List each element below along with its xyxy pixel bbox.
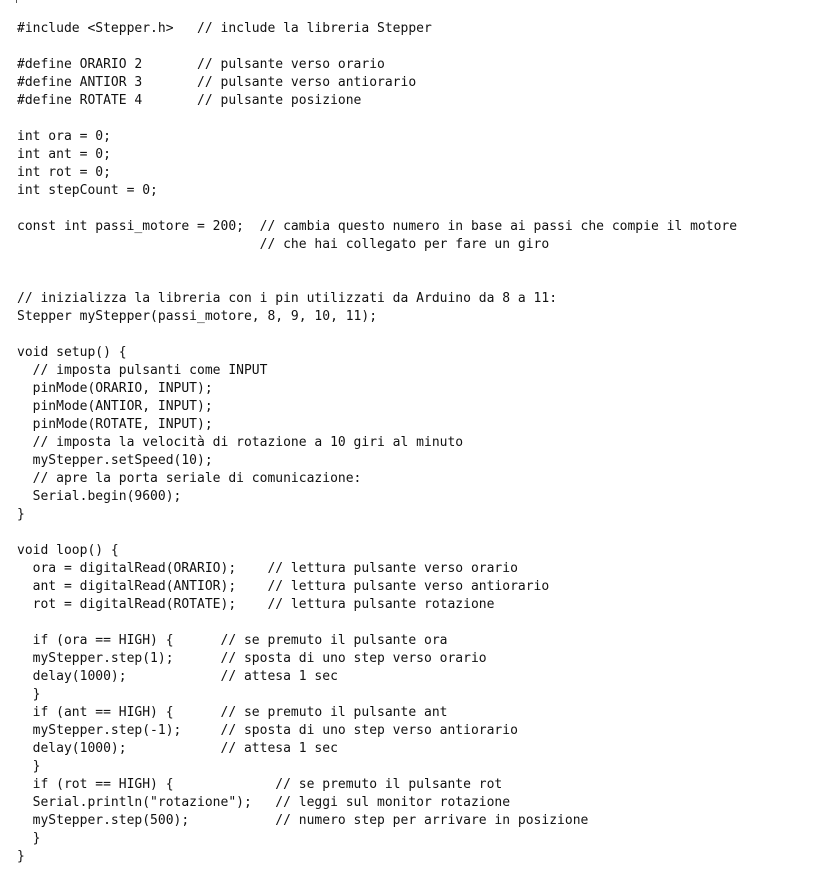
code-line: } bbox=[17, 831, 41, 846]
code-line: myStepper.step(500); // numero step per arrivare in posizione bbox=[17, 813, 589, 828]
code-line bbox=[17, 272, 737, 290]
code-line: // imposta la velocità di rotazione a 10 giri al minuto bbox=[17, 435, 464, 450]
code-line: myStepper.step(-1); // sposta di uno step verso antiorario bbox=[17, 723, 518, 738]
code-line: int ant = 0; bbox=[17, 147, 111, 162]
code-line: #include <Stepper.h> // include la libreria Stepper bbox=[17, 21, 432, 36]
code-line: if (ora == HIGH) { // se premuto il pulsante ora bbox=[17, 633, 448, 648]
code-line bbox=[17, 110, 737, 128]
code-line: // inizializza la libreria con i pin utilizzati da Arduino da 8 a 11: bbox=[17, 291, 558, 306]
code-line: delay(1000); // attesa 1 sec bbox=[17, 741, 338, 756]
code-line: #define ORARIO 2 // pulsante verso orario bbox=[17, 57, 385, 72]
code-line bbox=[17, 614, 737, 632]
code-line: Serial.begin(9600); bbox=[17, 489, 182, 504]
code-line: Stepper myStepper(passi_motore, 8, 9, 10, 11); bbox=[17, 309, 378, 324]
code-line: rot = digitalRead(ROTATE); // lettura pulsante rotazione bbox=[17, 597, 495, 612]
code-line: pinMode(ORARIO, INPUT); bbox=[17, 381, 213, 396]
code-line: // imposta pulsanti come INPUT bbox=[17, 363, 268, 378]
code-line: // che hai collegato per fare un giro bbox=[17, 237, 550, 252]
code-line: #define ROTATE 4 // pulsante posizione bbox=[17, 93, 362, 108]
top-edge-mark bbox=[16, 0, 17, 3]
code-line: int rot = 0; bbox=[17, 165, 111, 180]
code-line: const int passi_motore = 200; // cambia questo numero in base ai passi che compie il motore bbox=[17, 219, 738, 234]
code-line: pinMode(ROTATE, INPUT); bbox=[17, 417, 213, 432]
code-line: } bbox=[17, 849, 25, 864]
code-line: delay(1000); // attesa 1 sec bbox=[17, 669, 338, 684]
code-line: void setup() { bbox=[17, 345, 127, 360]
code-line: myStepper.setSpeed(10); bbox=[17, 453, 213, 468]
code-line: Serial.println("rotazione"); // leggi sul monitor rotazione bbox=[17, 795, 511, 810]
code-listing bbox=[17, 20, 737, 866]
code-line: if (ant == HIGH) { // se premuto il pulsante ant bbox=[17, 705, 448, 720]
code-line bbox=[17, 200, 737, 218]
code-line: ant = digitalRead(ANTIOR); // lettura pulsante verso antiorario bbox=[17, 579, 550, 594]
code-line bbox=[17, 524, 737, 542]
code-line: #define ANTIOR 3 // pulsante verso antiorario bbox=[17, 75, 417, 90]
code-line bbox=[17, 38, 737, 56]
code-line: // apre la porta seriale di comunicazione: bbox=[17, 471, 362, 486]
code-line: pinMode(ANTIOR, INPUT); bbox=[17, 399, 213, 414]
code-line: int ora = 0; bbox=[17, 129, 111, 144]
code-line: } bbox=[17, 507, 25, 522]
code-line: } bbox=[17, 687, 41, 702]
code-line bbox=[17, 326, 737, 344]
code-line: myStepper.step(1); // sposta di uno step verso orario bbox=[17, 651, 487, 666]
code-line: } bbox=[17, 759, 41, 774]
code-line: int stepCount = 0; bbox=[17, 183, 158, 198]
code-line: ora = digitalRead(ORARIO); // lettura pulsante verso orario bbox=[17, 561, 518, 576]
code-line bbox=[17, 254, 737, 272]
code-line: void loop() { bbox=[17, 543, 119, 558]
code-line: if (rot == HIGH) { // se premuto il pulsante rot bbox=[17, 777, 503, 792]
